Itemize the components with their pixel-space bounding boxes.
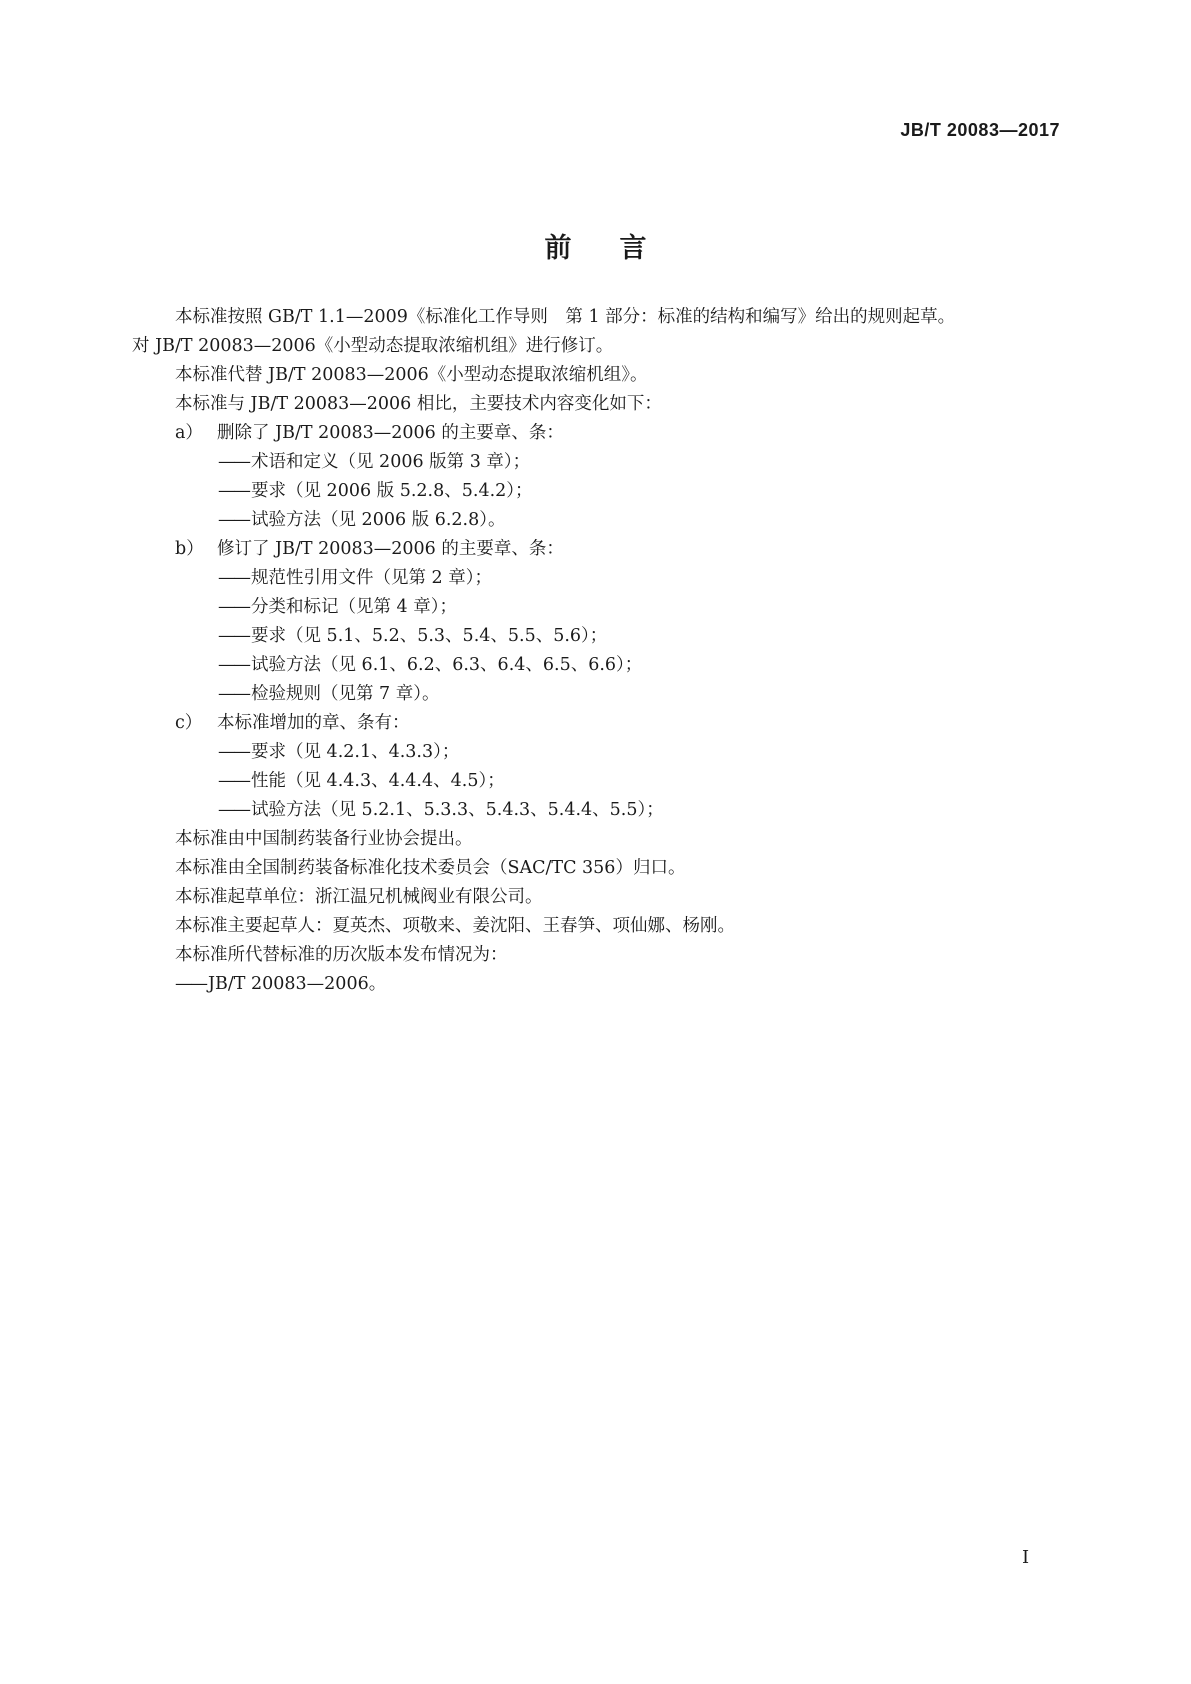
sub-list-item-text: 试验方法（见 5.2.1、5.3.3、5.4.3、5.4.4、5.5）；: [251, 800, 664, 820]
sub-list-item: [218, 479, 533, 503]
sub-list-item-text: 性能（见 4.4.3、4.4.4、4.5）；: [251, 771, 505, 791]
paragraph-drafting-rules: 本标准按照 GB/T 1.1—2009《标准化工作导则 第 1 部分：标准的结构和编写》给出的规则起草。: [175, 307, 956, 327]
paragraph-drafting-unit: 本标准起草单位：浙江温兄机械阀业有限公司。: [175, 887, 543, 907]
dash-marker: ——: [175, 974, 206, 994]
dash-marker: ——: [218, 510, 249, 530]
sub-list-item-text: 要求（见 5.1、5.2、5.3、5.4、5.5、5.6）；: [251, 626, 608, 646]
list-item-a: [175, 421, 564, 445]
page-title: 前言: [544, 233, 695, 264]
sub-list-item: [218, 450, 530, 474]
dash-marker: ——: [218, 481, 249, 501]
list-item-text: 本标准增加的章、条有：: [217, 713, 410, 733]
sub-list-item-text: 试验方法（见 2006 版 6.2.8）。: [251, 510, 506, 530]
paragraph-proposer: 本标准由中国制药装备行业协会提出。: [175, 829, 473, 849]
paragraph-committee: 本标准由全国制药装备标准化技术委员会（SAC/TC 356）归口。: [175, 858, 686, 878]
standard-code: JB/T 20083—2017: [900, 120, 1060, 140]
dash-marker: ——: [218, 597, 249, 617]
list-item-text: 删除了 JB/T 20083—2006 的主要章、条：: [217, 423, 564, 443]
sub-list-item: [218, 566, 492, 590]
list-item-c: [175, 711, 410, 735]
dash-marker: ——: [218, 800, 249, 820]
dash-marker: ——: [218, 452, 249, 472]
history-item: [175, 972, 386, 996]
paragraph-changes-intro: 本标准与 JB/T 20083—2006 相比，主要技术内容变化如下：: [175, 394, 662, 414]
paragraph-drafting-rules-continued: 对 JB/T 20083—2006《小型动态提取浓缩机组》进行修订。: [132, 336, 614, 356]
dash-marker: ——: [218, 684, 249, 704]
dash-marker: ——: [218, 655, 249, 675]
paragraph-history-intro: 本标准所代替标准的历次版本发布情况为：: [175, 945, 508, 965]
sub-list-item: [218, 740, 459, 764]
paragraph-replaces: 本标准代替 JB/T 20083—2006《小型动态提取浓缩机组》。: [175, 365, 648, 385]
list-marker: a）: [175, 423, 203, 443]
dash-marker: ——: [218, 568, 249, 588]
sub-list-item: [218, 769, 505, 793]
sub-list-item: [218, 508, 506, 532]
dash-marker: ——: [218, 626, 249, 646]
sub-list-item-text: 术语和定义（见 2006 版第 3 章）；: [251, 452, 531, 472]
page-number: I: [1022, 1547, 1030, 1568]
sub-list-item: [218, 595, 457, 619]
sub-list-item: [218, 682, 440, 706]
sub-list-item-text: 分类和标记（见第 4 章）；: [251, 597, 458, 617]
sub-list-item: [218, 798, 664, 822]
sub-list-item-text: 检验规则（见第 7 章）。: [251, 684, 440, 704]
list-item-b: [175, 537, 564, 561]
sub-list-item-text: 要求（见 4.2.1、4.3.3）；: [251, 742, 460, 762]
paragraph-drafters: 本标准主要起草人：夏英杰、项敬来、姜沈阳、王春笋、项仙娜、杨刚。: [175, 916, 735, 936]
list-marker: b）: [175, 539, 204, 559]
list-marker: c）: [175, 713, 203, 733]
dash-marker: ——: [218, 771, 249, 791]
sub-list-item-text: 规范性引用文件（见第 2 章）；: [251, 568, 493, 588]
dash-marker: ——: [218, 742, 249, 762]
sub-list-item: [218, 624, 607, 648]
list-item-text: 修订了 JB/T 20083—2006 的主要章、条：: [217, 539, 564, 559]
sub-list-item: [218, 653, 642, 677]
sub-list-item-text: 试验方法（见 6.1、6.2、6.3、6.4、6.5、6.6）；: [251, 655, 643, 675]
sub-list-item-text: 要求（见 2006 版 5.2.8、5.4.2）；: [251, 481, 533, 501]
history-item-text: JB/T 20083—2006。: [208, 974, 387, 994]
